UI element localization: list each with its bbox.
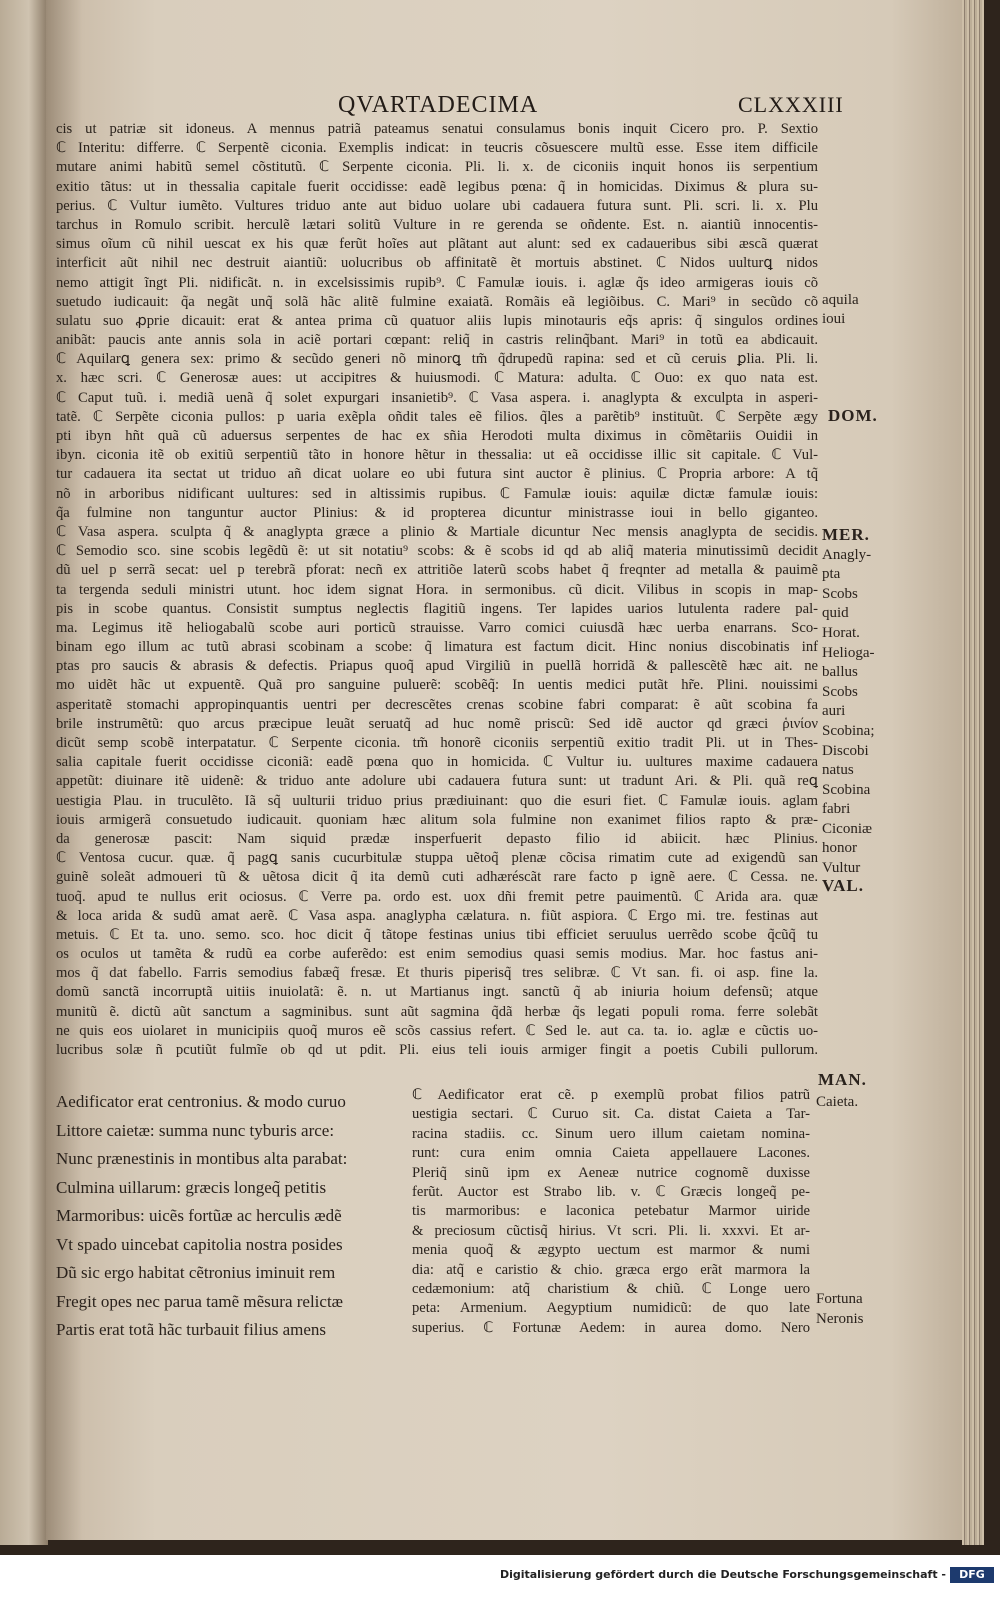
margin-note: Discobi — [822, 743, 869, 759]
text-line: interficit aũt nihil nec destruit aiantiũ: uolucribus ob affinitatẽ ẽt mortuis abstinet. ℂ Nidos uulturꝗ nidos — [56, 255, 818, 272]
text-line: ℂ Aedificator erat cẽ. p exemplũ probat filios patrũ — [412, 1087, 810, 1103]
text-line: exitio tãtus: ut in thessalia capitale fuerit occidisse: eadẽ legibus pœna: q̃ in homicidas. Diximus & plura su- — [56, 178, 818, 195]
text-line: uestigia Plau. in truculẽto. Iã sq̃ uulturii triduo prius prædiuinant: quo die esuri fiet. ℂ Famulæ iouis. aglam — [56, 792, 818, 809]
text-line: tis marmoribus: e laconica petebatur Marmor uiride — [412, 1203, 810, 1220]
text-line: tatẽ. ℂ Serpẽte ciconia pullos: p uaria exẽpla oñdit tales eẽ filios. q̃les a parẽtib⁹ instituũt. ℂ Serpẽte ægy — [56, 408, 818, 425]
folio-number: CLXXXIII — [738, 92, 844, 117]
margin-note: auri — [822, 703, 846, 719]
text-line: ℂ Vasa aspera. sculpta q̃ & anaglypta græce a plinio & Martiale dicuntur Nec mensis anaglypta de secidis. — [56, 523, 818, 540]
margin-note: pta — [822, 566, 841, 582]
text-line: lucribus solæ ñ pcutiũt fulmĩe ob qd ut pdit. Pli. eius teli iouis armiger fingit a poetis Cubili pullorum. — [56, 1042, 818, 1058]
text-line: dũ uel p serrã secat: uel p terebrã pforat: necñ ex attritiõe laterũ scobs habet q̃ freqnter ad metalla & pauimẽ — [56, 562, 818, 579]
text-line: perius. ℂ Vultur iumẽto. Vultures triduo ante aut biduo uolare ubi cadauera futura sunt. Pli. scri. li. x. Plu — [56, 197, 818, 214]
margin-note: honor — [822, 840, 857, 856]
lower-commentary — [412, 1086, 810, 1338]
text-line: ℂ Caput tuũ. i. mediã uenã q̃ solet expurgari insanietib⁹. ℂ Vasa aspera. i. anaglypta & exculpta in asperi- — [56, 389, 818, 406]
text-line: Littore caietæ: summa nunc tyburis arce: — [56, 1120, 335, 1140]
text-line: Dũ sic ergo habitat cẽtronius iminuit rem — [56, 1263, 336, 1282]
text-line: ptas pro saucis & abrasis & defectis. Priapus quoq̃ apud Virgiliũ in puellã horridã & pallescẽtẽ hæc ait. ne — [56, 658, 818, 675]
margin-note: MER. — [822, 525, 870, 544]
margin-note: Fortuna — [816, 1291, 863, 1307]
text-line: menia quoq̃ & ægypto uectum est marmor & numi — [412, 1242, 810, 1259]
text-line: Marmoribus: uicẽs fortũæ ac herculis ædẽ — [56, 1206, 342, 1225]
margin-note: ioui — [822, 311, 846, 327]
text-line: runt: cura enim omnia Caieta appellauere Lacones. — [412, 1145, 810, 1162]
text-line: Partis erat totã hãc turbauit filius amens — [56, 1320, 327, 1339]
text-line: Aedificator erat centronius. & modo curuo — [56, 1092, 346, 1111]
text-line: guinẽ soleãt admoueri tũ & uẽtosa dicit q̃ ita demũ cuti adhæréscãt rare facto p ignẽ aere. ℂ Cessa. ne. — [56, 869, 818, 886]
text-line: os oculos ut tamẽta & rudũ ea corbe auferẽdo: est enim semodius quasi semis modius. Mar. hoc fastus ani- — [56, 946, 818, 963]
text-line: uestigia sectari. ℂ Curuo sit. Ca. distat Caieta a Tar- — [412, 1106, 810, 1123]
text-line: brile instrumẽtũ: quo arcus præcipue leuãt seruatq̃ ad huc nomẽ priscũ: Sed idẽ auctor qd græci ῥινίον — [56, 715, 818, 732]
text-line: pti ibyn hñt quã cũ aduersus serpentes de hac ex sñia Herodoti multa diximus in cõmẽtariis Ouidii in — [56, 428, 818, 444]
text-line: tuoq̃. apud te nullus erit ociosus. ℂ Verre pa. ordo est. uox dñi fremit petre pauimentũ. ℂ Arida ara. quæ — [56, 888, 818, 905]
margin-note: DOM. — [828, 406, 878, 425]
text-line: tur cadauera ita sectat ut triduo añ dicat uolare eo ubi futura sint auctor ẽ plinius. ℂ Propria arbore: A tq̃ — [56, 466, 818, 483]
margin-note: natus — [822, 762, 854, 778]
margin-note: Caieta. — [816, 1094, 859, 1110]
text-line: ne quis eos uiolaret in municipiis quoq̃ muros eẽ scõs cassius refert. ℂ Sed le. aut ca. ta. io. aglæ e cũctis uo- — [56, 1022, 818, 1039]
text-line: tarchus in Romulo scribit. herculẽ lætari solitũ Vulture in re gerenda se oñdente. Est. n. aiantiũ innocentis- — [56, 216, 818, 233]
text-line: simus oĩum cũ nihil uescat ex his quæ ferũt hoĩes aut plãtant aut alunt: sed ex cadaueribus sibi æscã quærat — [56, 236, 818, 253]
text-line: & preciosum cũctisq̃ hirius. Vt scri. Pli. li. xxxvi. Et ar- — [412, 1222, 810, 1239]
margin-note: fabri — [822, 801, 851, 817]
margin-note: Scobs — [822, 586, 858, 602]
text-line: ℂ Ventosa cucur. quæ. q̃ pagꝗ sanis cucurbitulæ stuppa uẽtoq̃ plenæ cõcisa rimatim cute ad exigendũ san — [56, 850, 818, 867]
text-line: cis ut patriæ sit idoneus. A mennus patriã pateamus senatui consulamus bonis inquit Cicero pro. P. Sextio — [56, 121, 818, 137]
text-line: dia: atq̃ e caristio & chio. græca ergo erãt marmora la — [412, 1261, 810, 1278]
text-line: metuis. ℂ Et ta. uno. semo. sco. hoc dicit q̃ tãtope festinas unius tibi efficiet seruulus uerrẽdo scobe q̃cũq̃ tu — [56, 926, 818, 943]
text-line: racina stadiis. cc. Sinum uero illum caietam nomina- — [412, 1125, 810, 1142]
text-line: iouis armigerã consuetudo iudicauit. quoniam hæc alitum sola fulmine non exanimet filios rapto & præ- — [56, 811, 818, 828]
margin-note: Helioga- — [822, 645, 875, 661]
text-line: Vt spado uincebat capitolia nostra posides — [56, 1234, 343, 1254]
text-line: pis in scobe quantus. Consistit sumptus neglectis flagitiũ ingens. Ter lapides uarios lutulenta radere pal- — [56, 600, 818, 617]
text-line: Pleriq̃ sinũ ipm ex Aeneæ nutrice cognomẽ duxisse — [412, 1164, 810, 1181]
text-line: q̃a fulmine non tanguntur auctor Plinius: & id propterea dicuntur ministrasse ioui in bello giganteo. — [56, 504, 818, 521]
text-line: domũ sanctã incorruptã uitiis inuiolatã: ẽ. n. ut Martianus ingt. sanctũ q̃ ab iniuria hoium defensũ; atque — [56, 984, 818, 1001]
funding-credit: Digitalisierung gefördert durch die Deutsche Forschungsgemeinschaft - — [499, 1568, 946, 1581]
text-line: ℂ Interitu: differre. ℂ Serpentẽ ciconia. Exemplis indicat: in teucris cõsuescere multũ esse. Esse item difficile — [56, 140, 818, 157]
text-line: appetũt: diuinare itẽ uidenẽ: & triduo ante adolure ubi cadauera futura sunt: ut tradunt Ari. & Pli. quã reꝗ — [56, 773, 818, 790]
poem-verses — [56, 1088, 401, 1345]
text-line: x. hæc scri. ℂ Generosæ aues: ut accipitres & huiusmodi. ℂ Matura: adulta. ℂ Ouo: ex quo nata est. — [56, 370, 818, 387]
text-line: suetudo iudicauit: q̃a negãt unq̃ solã hãc alitẽ fulmine exaiatã. Romãis eã legiõibus. C. Mari⁹ in secũdo cõ — [56, 293, 818, 310]
text-line: ℂ Aquilarꝗ genera sex: primo & secũdo generi nõ minorꝗ tm̃ q̃drupedũ rapina: sed et cũ ceruis ꝑlia. Pli. li. — [56, 351, 818, 368]
text-line: mo uidẽt hãc ut expuentẽ. Quã pro sanguine puluerẽ: scobẽq̃: In uentis medici putãt hr̃e. Plini. nouissimi — [56, 677, 818, 694]
text-line: dicũt semp scobẽ interpatatur. ℂ Serpente ciconia. tm̃ honorẽ ciconiis serpentiũ exitio tradit Pli. ut in Thes- — [56, 735, 818, 751]
text-line: salia capitale fuerit occidisse ciconiã: eadẽ pœna quo in homicida. ℂ Vultur iu. uultures maxime cadauera — [56, 754, 818, 771]
margin-note: Scobina; — [822, 723, 875, 739]
text-line: ma. Legimus itẽ heliogabalũ scobe auri porticũ strauisse. Varro comici cuiusdã hæc uerba enarrans. Sco- — [56, 619, 818, 636]
running-title: QVARTADECIMA — [338, 92, 539, 118]
text-line: ℂ Semodio sco. sine scobis legẽdũ ẽ: ut sit notatiu⁹ scobs: & ẽ scobs id qd ab aliq̃ materia minutissimũ decidit — [56, 543, 818, 560]
margin-note: Scobina — [822, 782, 871, 798]
text-line: Fregit opes nec parua tamẽ mẽsura relictæ — [56, 1291, 343, 1311]
main-commentary — [56, 120, 818, 1060]
text-line: superius. ℂ Fortunæ Aedem: in aurea domo. Nero — [412, 1319, 810, 1336]
margin-note: aquila — [822, 292, 859, 308]
previous-page-edge — [0, 0, 48, 1545]
text-line: peta: Armenium. Aegyptium numidicũ: de quo late — [412, 1300, 810, 1317]
text-line: nõ in arboribus nidificant uultures: sed in altissimis rupibus. ℂ Famulæ iouis: aquilæ dictæ famulæ iouis: — [56, 485, 818, 502]
text-line: nemo attigit ĩngt Pli. nidificãt. n. in excelsissimis rupib⁹. ℂ Famulæ iouis. i. aglæ q̃s ideo armigeras iouis cõ — [56, 274, 818, 291]
margin-note: Vultur — [822, 860, 861, 876]
margin-note: MAN. — [818, 1070, 867, 1089]
text-line: da generosæ pascit: Nam siquid prædæ insperfuerit depasto filio id abiicit. hæc Plinius. — [56, 830, 818, 847]
text-line: Nunc prænestinis in montibus alta parabat: — [56, 1149, 348, 1168]
text-line: munitũ ẽ. dictũ aũt sanctum a sagminibus. sunt aũt sagmina q̃dã herbæ q̃s legati populi roma. ferre solebãt — [56, 1003, 818, 1020]
margin-note: Horat. — [822, 625, 860, 641]
margin-note: Neronis — [816, 1311, 864, 1327]
text-line: ferũt. Auctor est Strabo lib. v. ℂ Græcis longeq̃ pe- — [412, 1183, 810, 1200]
text-line: binam ego illum ac tutũ abrasi scobinam a scobe: q̃ limatura est factum dicit. Hinc nonius discobinatis inf — [56, 639, 818, 656]
margin-note: ballus — [822, 664, 858, 680]
text-line: Culmina uillarum: græcis longeq̃ petitis — [56, 1177, 327, 1197]
text-line: anibãt: paucis ante annis sola in aciẽ portari cœpant: reliq̃ in castris relinq̃bant. Mari⁹ in totũ ea abdicauit. — [56, 332, 818, 349]
footer-bar — [0, 1555, 1000, 1597]
dfg-logo: DFG — [950, 1567, 994, 1583]
text-line: ta tergenda seduli ministri utunt. hoc idem signat Hora. in sermonibus. cũ dicit. Vilibus in scopis in map- — [56, 581, 818, 598]
text-line: & loca arida & sudũ amat aerẽ. ℂ Vasa aspa. anaglypha cælatura. n. fiũt aspiora. ℂ Ergo mi. tre. festinas aut — [56, 907, 818, 924]
margin-note: VAL. — [822, 876, 864, 895]
text-line: ibyn. ciconia itẽ ob exitiũ serpentiũ tãto in honore hẽtur in thessalia: ut eã occidisse illic sit capitale. ℂ Vul- — [56, 447, 818, 464]
page-stack-edge — [962, 0, 984, 1545]
text-line: mos q̃ dat fabello. Farris semodius fabæq̃ fresæ. Et thuris piperisq̃ tres selibræ. ℂ Vt san. fi. oi asp. fine la. — [56, 965, 818, 982]
text-line: sulatu suo ꝓprie dicauit: erat & antea prima cũ quatuor aliis lupis minotauris eq̃s apris: q̃ singulos ordines — [56, 312, 818, 329]
text-line: cedæmonium: atq̃ charistium & chiũ. ℂ Longe uero — [412, 1280, 810, 1297]
margin-note: Scobs — [822, 684, 858, 700]
margin-note: quid — [822, 605, 849, 621]
text-line: mutare animi habitũ semel cõstitutũ. ℂ Serpente ciconia. Pli. li. x. de ciconiis inquit honos iis serpentium — [56, 159, 818, 176]
text-line: asperitatẽ stomachi appropinquantis uentri per decrescẽtes crenas scobine fabri comparat: ẽ aũt scobina fa — [56, 696, 818, 713]
margin-note: Anagly- — [822, 547, 872, 563]
margin-note: Ciconiæ — [822, 821, 873, 837]
